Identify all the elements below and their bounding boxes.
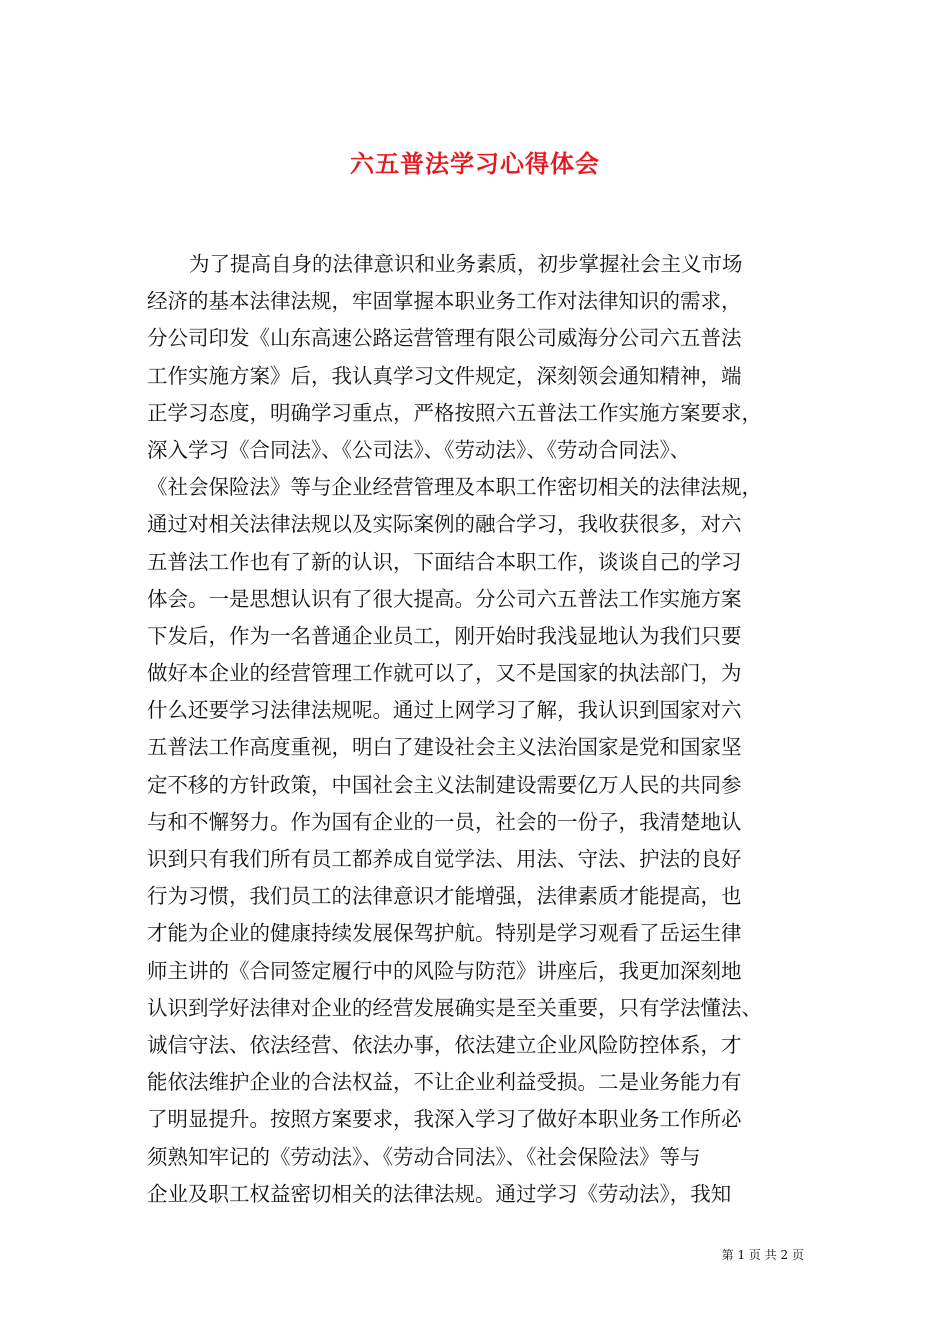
body-line: 分公司印发《山东高速公路运营管理有限公司威海分公司六五普法	[147, 326, 742, 351]
body-line: 下发后，作为一名普通企业员工，刚开始时我浅显地认为我们只要	[147, 623, 742, 648]
body-line: 做好本企业的经营管理工作就可以了，又不是国家的执法部门，为	[147, 661, 742, 686]
body-line: 《社会保险法》等与企业经营管理及本职工作密切相关的法律法规，	[147, 475, 762, 500]
body-line: 了明显提升。按照方案要求，我深入学习了做好本职业务工作所必	[147, 1107, 742, 1132]
body-line: 诚信守法、依法经营、依法办事，依法建立企业风险防控体系，才	[147, 1032, 742, 1057]
body-line: 能依法维护企业的合法权益，不让企业利益受损。二是业务能力有	[147, 1070, 742, 1095]
body-line: 师主讲的《合同签定履行中的风险与防范》讲座后，我更加深刻地	[147, 958, 742, 983]
body-line: 定不移的方针政策，中国社会主义法制建设需要亿万人民的共同参	[147, 772, 742, 797]
body-line: 识到只有我们所有员工都养成自觉学法、用法、守法、护法的良好	[147, 847, 742, 871]
body-line: 企业及职工权益密切相关的法律法规。通过学习《劳动法》，我知	[147, 1181, 732, 1206]
body-line: 通过对相关法律法规以及实际案例的融合学习，我收获很多，对六	[147, 512, 742, 537]
body-line: 深入学习《合同法》、《公司法》、《劳动法》、《劳动合同法》、	[147, 437, 691, 462]
body-line: 经济的基本法律法规，牢固掌握本职业务工作对法律知识的需求，	[147, 289, 742, 314]
body-line: 为了提高自身的法律意识和业务素质，初步掌握社会主义市场	[189, 252, 743, 276]
body-line: 行为习惯，我们员工的法律意识才能增强，法律素质才能提高，也	[147, 884, 742, 909]
body-line: 认识到学好法律对企业的经营发展确实是至关重要，只有学法懂法、	[147, 995, 762, 1020]
document-title: 六五普法学习心得体会	[350, 149, 600, 179]
body-line: 什么还要学习法律法规呢。通过上网学习了解，我认识到国家对六	[147, 698, 742, 723]
body-line: 正学习态度，明确学习重点，严格按照六五普法工作实施方案要求，	[147, 400, 762, 425]
body-line: 五普法工作高度重视，明白了建设社会主义法治国家是党和国家坚	[147, 735, 742, 760]
body-line: 体会。一是思想认识有了很大提高。分公司六五普法工作实施方案	[147, 586, 742, 611]
page-number: 第 1 页 共 2 页	[721, 1248, 804, 1262]
body-line: 与和不懈努力。作为国有企业的一员，社会的一份子，我清楚地认	[147, 809, 742, 834]
body-line: 才能为企业的健康持续发展保驾护航。特别是学习观看了岳运生律	[147, 921, 742, 946]
body-line: 须熟知牢记的《劳动法》、《劳动合同法》、《社会保险法》等与	[147, 1144, 701, 1169]
body-paragraph	[147, 246, 827, 1213]
body-line: 工作实施方案》后，我认真学习文件规定，深刻领会通知精神，端	[147, 363, 742, 388]
body-line: 五普法工作也有了新的认识，下面结合本职工作，谈谈自己的学习	[147, 549, 742, 574]
